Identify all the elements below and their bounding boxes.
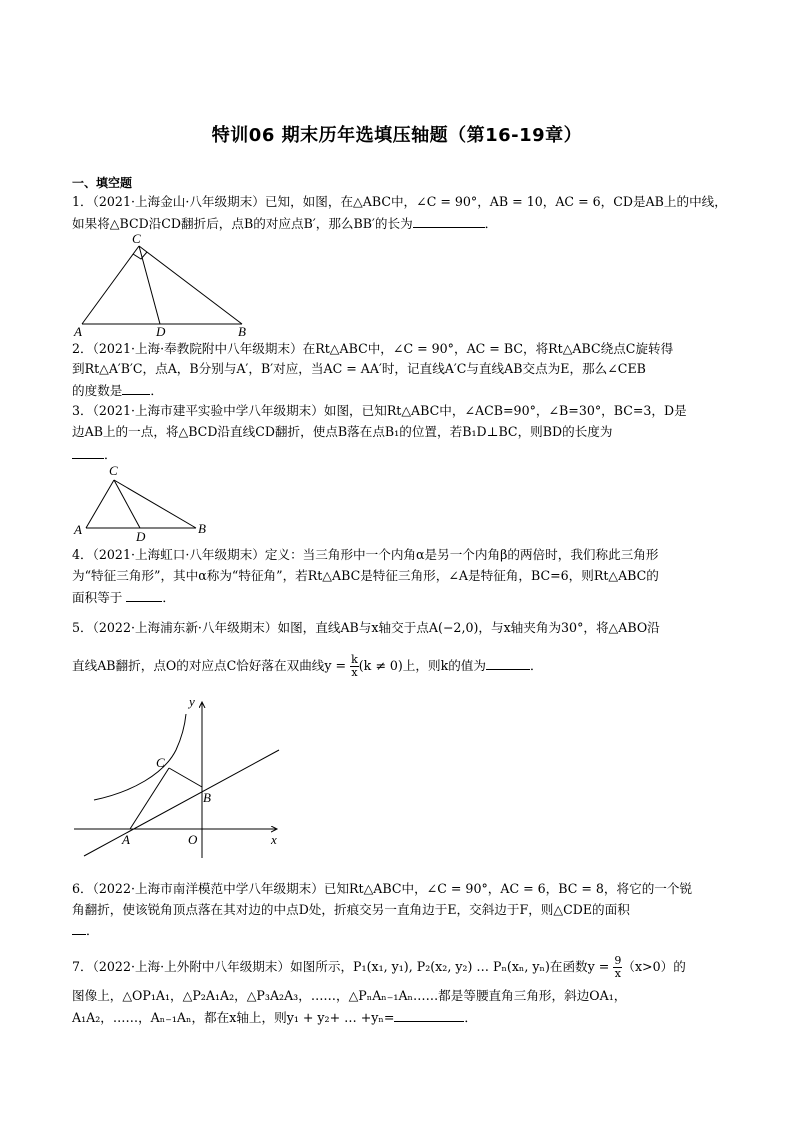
q4-line3-text: 面积等于	[72, 590, 123, 605]
q4-line2: 为“特征三角形”，其中α称为“特征角”，若Rt△ABC是特征三角形，∠A是特征角，BC=6，则Rt△ABC的	[72, 568, 659, 583]
q2-line3	[72, 382, 163, 399]
q1-label-d: D	[156, 324, 166, 338]
q7-fraction	[613, 955, 622, 980]
q3-line3	[72, 446, 117, 463]
q3-label-d: D	[136, 529, 146, 542]
q3-answer-blank[interactable]	[72, 446, 104, 459]
q3-tail: ．	[104, 447, 117, 462]
q3-figure	[72, 462, 222, 542]
q3-line1: 3．（2021·上海市建平实验中学八年级期末）如图，已知Rt△ABC中，∠ACB=90°，∠B=30°，BC=3，D是	[72, 403, 687, 418]
q4-tail: ．	[162, 590, 175, 605]
q5-label-c: C	[156, 755, 165, 770]
q1-answer-blank[interactable]	[413, 215, 485, 228]
q5-label-a: A	[122, 832, 130, 847]
q7-line2: 图像上，△OP₁A₁，△P₂A₁A₂，△P₃A₂A₃，……，△PₙAₙ₋₁Aₙ……都是等腰直角三角形，斜边OA₁，	[72, 988, 627, 1003]
q5-frac-den: x	[351, 666, 358, 679]
q1-tail: ．	[484, 216, 498, 231]
q2-line1: 2．（2021·上海·奉教院附中八年级期末）在Rt△ABC中，∠C = 90°，AC = BC，将Rt△ABC绕点C旋转得	[72, 341, 674, 356]
q1-figure	[72, 230, 262, 338]
q5-fraction	[350, 654, 359, 679]
q2-answer-blank[interactable]	[122, 382, 150, 395]
q7-line1-b: （x>0）的	[622, 959, 686, 974]
q1-label-c: C	[132, 231, 141, 246]
q1-line2-text: 如果将△BCD沿CD翻折后，点B的对应点B′，那么BB′的长为	[72, 216, 413, 231]
q1-line1: 1．（2021·上海金山·八年级期末）已知，如图，在△ABC中，∠C = 90°，AB = 10，AC = 6，CD是AB上的中线，	[72, 194, 727, 209]
page-title: 特训06 期末历年选填压轴题（第16-19章）	[211, 125, 583, 146]
q7-line3	[72, 1009, 477, 1026]
q7-tail: ．	[464, 1010, 478, 1025]
q5-line2	[72, 654, 543, 679]
q5-tail: ．	[530, 658, 543, 673]
q7-answer-blank[interactable]	[394, 1009, 464, 1022]
q6-line1: 6．（2022·上海市南洋模范中学八年级期末）已知Rt△ABC中，∠C = 90°，AC = 6，BC = 8，将它的一个锐	[72, 881, 693, 896]
q1-label-b: B	[238, 324, 246, 338]
q6-tail: ．	[86, 923, 99, 938]
q3-label-a: A	[74, 522, 82, 537]
q5-label-b: B	[203, 790, 211, 805]
q6-answer-blank[interactable]	[72, 922, 86, 935]
q5-label-x: x	[271, 832, 277, 847]
q5-line1: 5．（2022·上海浦东新·八年级期末）如图，直线AB与x轴交于点A(−2,0)，与x轴夹角为30°，将△ABO沿	[72, 620, 660, 635]
q3-label-b: B	[198, 521, 206, 536]
q4-line1: 4．（2021·上海虹口·八年级期末）定义：当三角形中一个内角α是另一个内角β的两倍时，我们称此三角形	[72, 547, 659, 562]
q3-label-c: C	[109, 463, 118, 478]
q2-line3-text: 的度数是	[72, 383, 123, 398]
q4-answer-blank[interactable]	[126, 589, 162, 602]
q7-line1	[72, 955, 686, 980]
q6-line3	[72, 922, 99, 939]
q5-label-o: O	[188, 832, 198, 847]
q7-frac-den: x	[614, 967, 621, 980]
q2-line2: 到Rt△A′B′C，点A，B分别与A′，B′对应，当AC = AA′时，记直线A′C与直线AB交点为E，那么∠CEB	[72, 361, 646, 376]
q5-label-y: y	[189, 694, 195, 709]
q6-line2: 角翻折，使该锐角顶点落在其对边的中点D处，折痕交另一直角边于E，交斜边于F，则△CDE的面积	[72, 902, 630, 917]
q3-line2: 边AB上的一点，将△BCD沿直线CD翻折，使点B落在点B₁的位置，若B₁D⊥BC，则BD的长度为	[72, 424, 613, 439]
section-heading: 一、填空题	[72, 176, 133, 190]
q2-tail: ．	[150, 383, 163, 398]
q7-line1-a: 7．（2022·上海·上外附中八年级期末）如图所示，P₁(x₁, y₁), P₂(x₂, y₂) … Pₙ(xₙ, yₙ)在函数y =	[72, 959, 610, 974]
q5-frac-num: k	[351, 653, 358, 666]
q4-line3	[72, 589, 175, 606]
q7-frac-num: 9	[614, 954, 622, 967]
q5-answer-blank[interactable]	[486, 657, 530, 670]
q5-figure	[72, 692, 292, 862]
q5-line2-a: 直线AB翻折，点O的对应点C恰好落在双曲线y =	[72, 658, 347, 673]
q1-label-a: A	[74, 324, 82, 338]
q5-line2-b: (k ≠ 0)上，则k的值为	[358, 658, 486, 673]
q7-line3-a: A₁A₂，……，Aₙ₋₁Aₙ，都在x轴上，则y₁ + y₂+ … +yₙ=	[72, 1010, 395, 1025]
